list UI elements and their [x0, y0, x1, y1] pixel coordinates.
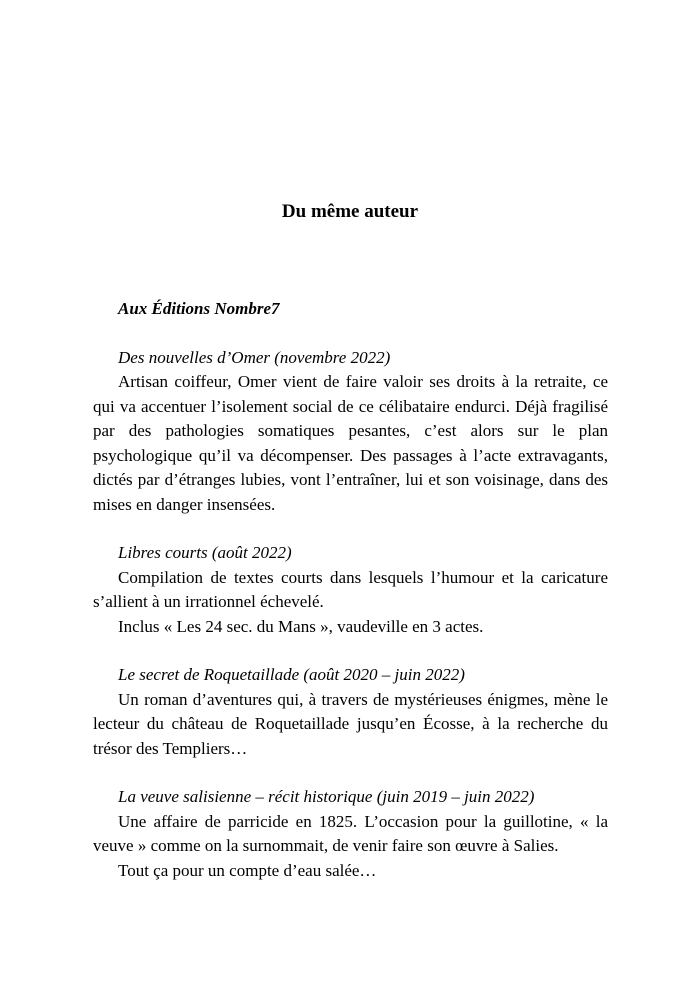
book-title: Des nouvelles d’Omer (novembre 2022): [118, 347, 391, 367]
book-title: Le secret de Roquetaillade (août 2020 – juin 2022): [118, 665, 465, 684]
bibliography: [93, 297, 608, 907]
book-description: Compilation de textes courts dans lesquels l’humour et la caricature s’allient à un irrationnel échevelé.: [93, 567, 608, 611]
page-title: Du même auteur: [281, 201, 419, 222]
book-title: Libres courts (août 2022): [118, 543, 292, 562]
book-entry-4: [93, 785, 608, 883]
book-entry-1: [93, 346, 608, 518]
book-description: Un roman d’aventures qui, à travers de mystérieuses énigmes, mène le lecteur du château de Roquetaillade jusqu’en Écosse, à la recherche du trésor des Templiers…: [93, 689, 608, 758]
book-description: Une affaire de parricide en 1825. L’occasion pour la guillotine, « la veuve » comme on la surnommait, de venir faire son œuvre à Salies.: [93, 811, 608, 855]
book-entry-3: [93, 663, 608, 761]
book-description: Artisan coiffeur, Omer vient de faire valoir ses droits à la retraite, ce qui va accentuer l’isolement social de ce célibataire endurci. Déjà fragilisé par des pathologies somatiques pesantes, c’est alors sur le plan psychologique qu’il va décompenser. Des passages à l’acte extravagants, dictés par d’étranges lubies, vont l’entraîner, lui et son voisinage, dans des mises en danger insensées.: [93, 372, 608, 514]
book-description: Inclus « Les 24 sec. du Mans », vaudeville en 3 actes.: [118, 616, 484, 636]
publisher-heading: Aux Éditions Nombre7: [118, 299, 280, 318]
book-entry-2: [93, 541, 608, 639]
book-title: La veuve salisienne – récit historique (juin 2019 – juin 2022): [118, 787, 535, 806]
book-description: Tout ça pour un compte d’eau salée…: [118, 860, 377, 880]
